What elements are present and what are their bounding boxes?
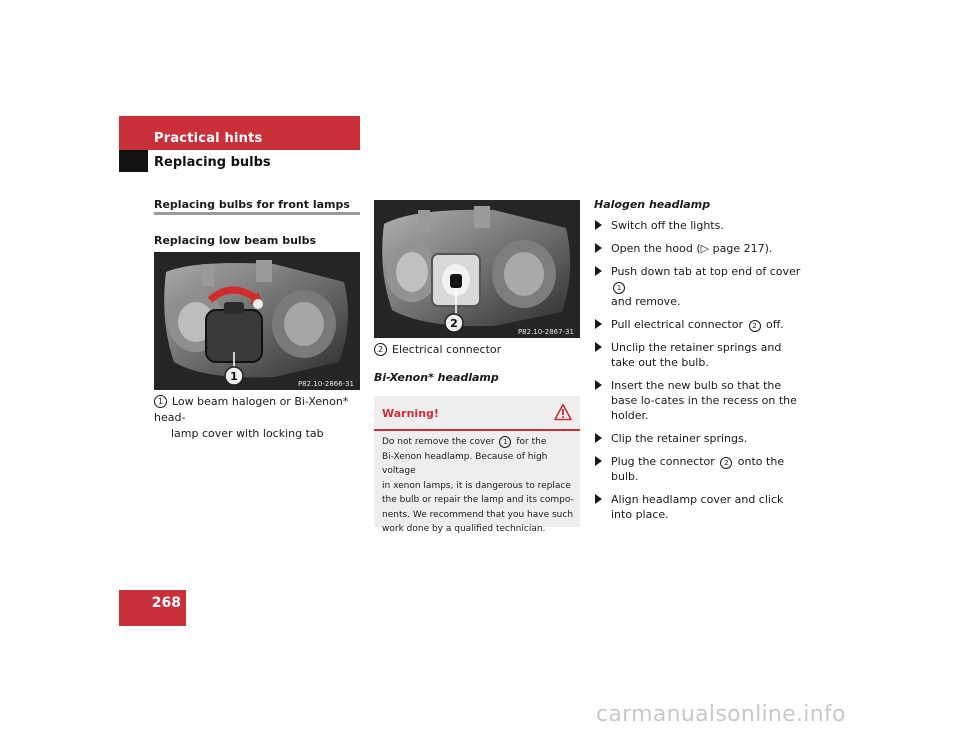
warning-line1-pre: Do not remove the cover [382, 437, 495, 447]
list-item [594, 264, 804, 309]
warning-text [382, 435, 578, 537]
caption1-line2: lamp cover with locking tab [171, 427, 324, 440]
step-3-post: and remove. [611, 295, 681, 308]
warning-line5: nents. We recommend that you have such [382, 509, 574, 520]
list-item [594, 340, 804, 370]
step-4-num: 2 [749, 320, 761, 332]
warning-triangle-icon [554, 403, 572, 421]
list-item [594, 378, 804, 423]
warning-line3: in xenon lamps, it is dangerous to replace [382, 480, 571, 491]
step-3-pre: Push down tab at top end of cover [611, 265, 801, 278]
headlamp-cover-illustration [154, 252, 360, 390]
warning-line4: the bulb or repair the lamp and its compo- [382, 495, 574, 505]
callout-2: 2 [450, 317, 458, 330]
bullet-arrow-icon [595, 380, 602, 390]
list-item [594, 241, 804, 256]
warning-num-1: 1 [499, 436, 511, 448]
callout-1: 1 [230, 370, 238, 383]
step-8-num: 2 [720, 457, 732, 469]
bullet-arrow-icon [595, 266, 602, 276]
bullet-arrow-icon [595, 220, 602, 230]
figure1-caption [154, 394, 360, 442]
warning-line1-post: for the [516, 437, 547, 447]
image-code-1: P82.10-2866-31 [297, 380, 354, 388]
list-item [594, 431, 804, 446]
electrical-connector-image [374, 200, 580, 338]
caption1-line1: Low beam halogen or Bi-Xenon* head- [154, 395, 349, 424]
warning-rule [374, 429, 580, 431]
bullet-arrow-icon [595, 494, 602, 504]
headlamp-cover-image [154, 252, 360, 390]
figure2-caption [374, 342, 580, 358]
bullet-arrow-icon [595, 456, 602, 466]
list-item [594, 218, 804, 233]
caption-num-2: 2 [374, 343, 387, 356]
step-8-pre: Plug the connector [611, 455, 715, 468]
bullet-arrow-icon [595, 243, 602, 253]
warning-line6: work done by a qualified technician. [382, 524, 546, 534]
step-2-pre: Open the hood ( [611, 242, 701, 255]
list-item [594, 317, 804, 332]
bullet-arrow-icon [595, 342, 602, 352]
halogen-steps-list [594, 218, 804, 530]
list-item [594, 454, 804, 484]
subsection-title: Replacing low beam bulbs [154, 234, 317, 247]
warning-line2: Bi-Xenon headlamp. Because of high voltage [382, 451, 548, 476]
section-title: Replacing bulbs for front lamps [154, 198, 350, 211]
step-9: Align headlamp cover and click into place. [611, 493, 784, 521]
section-subtitle: Replacing bulbs [154, 155, 271, 170]
electrical-connector-illustration [374, 200, 580, 338]
chapter-title: Practical hints [154, 131, 263, 146]
step-5: Unclip the retainer springs and take out the bulb. [611, 341, 782, 369]
list-item [594, 492, 804, 522]
step-4-pre: Pull electrical connector [611, 318, 743, 331]
page-number: 268 [151, 595, 181, 611]
bullet-arrow-icon [595, 433, 602, 443]
step-4-post: off. [766, 318, 784, 331]
bullet-arrow-icon [595, 319, 602, 329]
step-7: Clip the retainer springs. [611, 432, 748, 445]
step-6: Insert the new bulb so that the base lo-cates in the recess on the holder. [611, 379, 797, 422]
image-code-2: P82.10-2867-31 [517, 328, 574, 336]
header-marker [119, 150, 148, 172]
caption-num-1: 1 [154, 395, 167, 408]
caption2-text: Electrical connector [392, 343, 502, 356]
step-2-post: page 217). [712, 242, 773, 255]
bixenon-heading: Bi-Xenon* headlamp [374, 371, 499, 384]
step-1: Switch off the lights. [611, 219, 724, 232]
page-ref-arrow-icon: ▷ [700, 242, 710, 255]
watermark: carmanualsonline.info [596, 702, 846, 727]
warning-title: Warning! [382, 407, 439, 420]
step-3-num: 1 [613, 282, 625, 294]
warning-box [374, 396, 580, 534]
section-rule [154, 212, 360, 215]
halogen-heading: Halogen headlamp [594, 198, 711, 211]
step-8-post: onto the bulb. [611, 455, 785, 483]
